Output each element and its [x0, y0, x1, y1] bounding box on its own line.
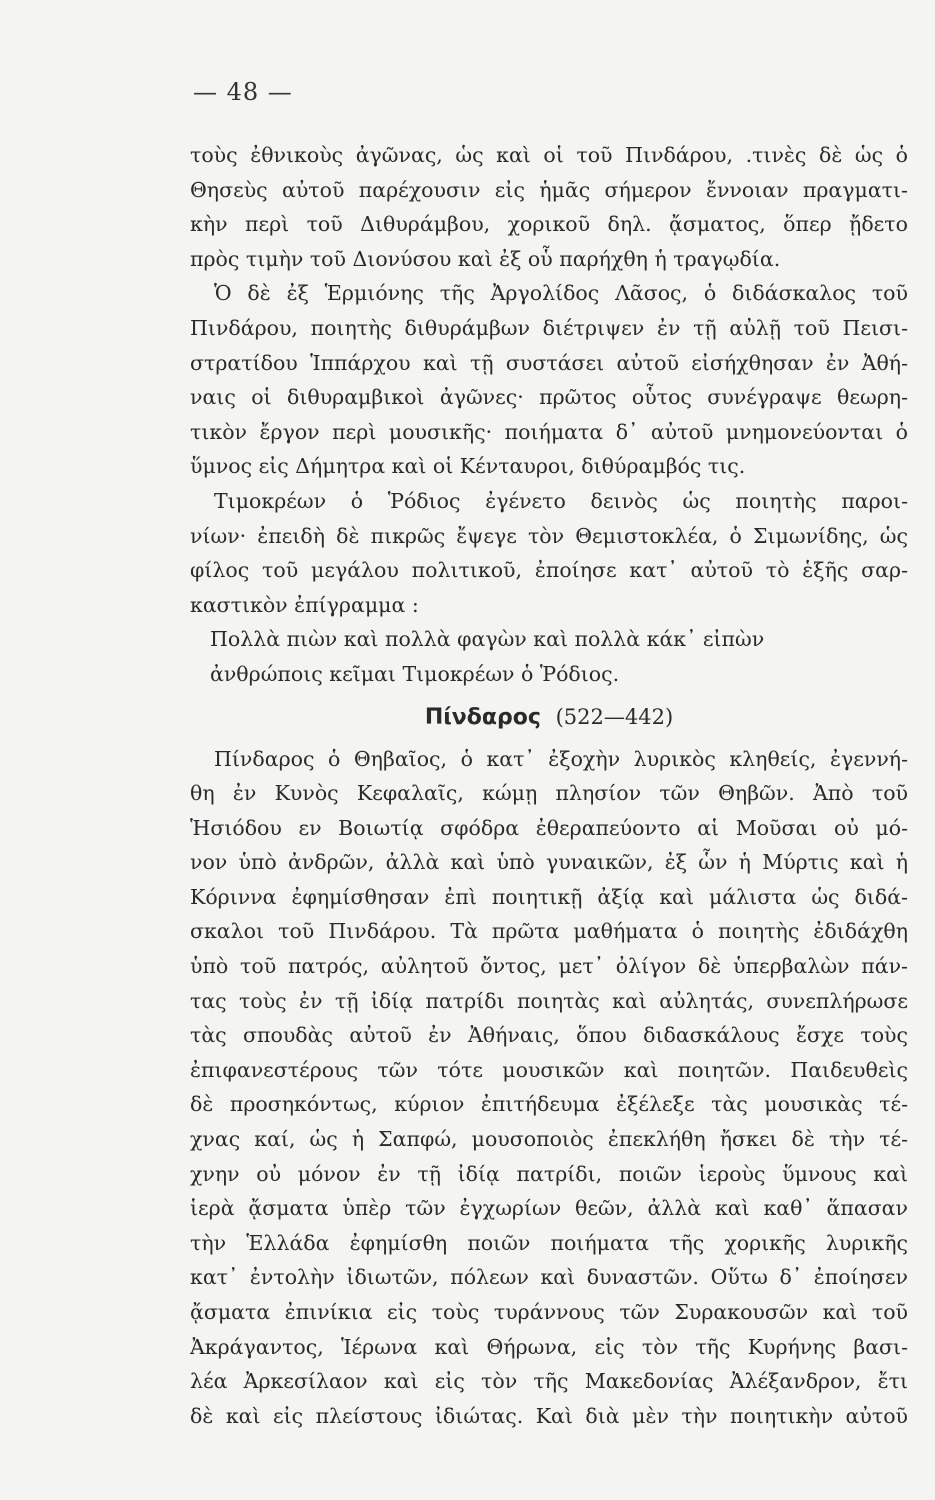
text-line: καστικὸν ἐπίγραμμα : — [190, 592, 419, 617]
text-line: θη ἐν Κυνὸς Κεφαλαῖς, κώμῃ πλησίον τῶν Θηβῶν. Ἀπὸ τοῦ — [190, 781, 908, 806]
page-number: — 48 — — [193, 78, 293, 106]
text-line: νίων· ἐπειδὴ δὲ πικρῶς ἔψεγε τὸν Θεμιστοκλέα, ὁ Σιμωνίδης, ὡς — [190, 523, 908, 548]
text-line: ᾄσματα ἐπινίκια εἰς τοὺς τυράννους τῶν Συρακουσῶν καὶ τοῦ — [190, 1300, 908, 1324]
text-line: χνην οὐ μόνον ἐν τῇ ἰδίᾳ πατρίδι, ποιῶν ἱεροὺς ὕμνους καὶ — [190, 1161, 908, 1186]
text-line: κὴν περὶ τοῦ Διθυράμβου, χορικοῦ δηλ. ᾄσματος, ὅπερ ᾔδετο — [190, 212, 908, 237]
epigram-line: Πολλὰ πιὼν καὶ πολλὰ φαγὼν καὶ πολλὰ κάκ᾽ εἰπὼν — [210, 627, 765, 652]
heading-name: Πίνδαρος — [424, 704, 541, 730]
paragraph-timocreon — [190, 484, 908, 622]
text-line: Θησεὺς αὐτοῦ παρέχουσιν εἰς ἡμᾶς σήμερον ἔννοιαν πραγματι- — [190, 177, 908, 202]
section-heading — [190, 692, 908, 742]
text-line: στρατίδου Ἱππάρχου καὶ τῇ συστάσει αὐτοῦ εἰσήχθησαν ἐν Ἀθή- — [190, 350, 908, 375]
text-line: ὕμνος εἰς Δήμητρα καὶ οἱ Κένταυροι, διθύραμβός τις. — [190, 454, 746, 479]
text-line: Ὁ δὲ ἐξ Ἑρμιόνης τῆς Ἀργολίδος Λᾶσος, ὁ διδάσκαλος τοῦ — [214, 281, 908, 306]
text-line: δὲ προσηκόντως, κύριον ἐπιτήδευμα ἐξέλεξε τὰς μουσικὰς τέ- — [190, 1092, 908, 1117]
text-line: δὲ καὶ εἰς πλείστους ἰδιώτας. Καὶ διὰ μὲν τὴν ποιητικὴν αὐτοῦ — [190, 1403, 908, 1428]
text-line: ἱερὰ ᾄσματα ὑπὲρ τῶν ἐγχωρίων θεῶν, ἀλλὰ καὶ καθ᾽ ἅπασαν — [190, 1196, 908, 1221]
text-line: Ἡσιόδου εν Βοιωτίᾳ σφόδρα ἐθεραπεύοντο αἱ Μοῦσαι οὐ μό- — [190, 815, 908, 840]
text-line: νον ὑπὸ ἀνδρῶν, ἀλλὰ καὶ ὑπὸ γυναικῶν, ἐξ ὧν ἡ Μύρτις καὶ ἡ — [190, 850, 908, 875]
heading-dates: (522—442) — [555, 704, 674, 729]
text-line: τας τοὺς ἐν τῇ ἰδίᾳ πατρίδι ποιητὰς καὶ αὐλητάς, συνεπλήρωσε — [190, 988, 908, 1013]
text-line: ὑπὸ τοῦ πατρός, αὐλητοῦ ὄντος, μετ᾽ ὀλίγον δὲ ὑπερβαλὼν πάν- — [190, 954, 908, 979]
epigram — [190, 622, 908, 691]
text-line: λέα Ἀρκεσίλαον καὶ εἰς τὸν τῆς Μακεδονίας Ἀλέξανδρον, ἔτι — [190, 1369, 908, 1394]
text-line: πρὸς τιμὴν τοῦ Διονύσου καὶ ἐξ οὗ παρήχθη ἡ τραγῳδία. — [190, 246, 781, 271]
epigram-line: ἀνθρώποις κεῖμαι Τιμοκρέων ὁ Ῥόδιος. — [210, 661, 620, 686]
text-line: Πίνδαρος ὁ Θηβαῖος, ὁ κατ᾽ ἐξοχὴν λυρικὸς κληθείς, ἐγεννή- — [214, 746, 908, 771]
text-line: κατ᾽ ἐντολὴν ἰδιωτῶν, πόλεων καὶ δυναστῶν. Οὕτω δ᾽ ἐποίησεν — [190, 1265, 908, 1290]
paragraph-lasos — [190, 276, 908, 484]
paragraph-dithyramb — [190, 138, 908, 276]
text-line: ἐπιφανεστέρους τῶν τότε μουσικῶν καὶ ποιητῶν. Παιδευθεὶς — [190, 1057, 908, 1082]
body-text — [190, 138, 908, 1433]
text-line: σκαλοι τοῦ Πινδάρου. Τὰ πρῶτα μαθήματα ὁ ποιητὴς ἐδιδάχθη — [190, 919, 908, 944]
paragraph-pindar — [190, 742, 908, 1434]
text-line: ναις οἱ διθυραμβικοὶ ἀγῶνες· πρῶτος οὗτος συνέγραψε θεωρη- — [190, 385, 908, 410]
text-line: Κόριννα ἐφημίσθησαν ἐπὶ ποιητικῇ ἀξίᾳ καὶ μάλιστα ὡς διδά- — [190, 884, 908, 909]
text-line: τικὸν ἔργον περὶ μουσικῆς· ποιήματα δ᾽ αὐτοῦ μνημονεύονται ὁ — [190, 419, 908, 444]
text-line: τὴν Ἑλλάδα ἐφημίσθη ποιῶν ποιήματα τῆς χορικῆς λυρικῆς — [190, 1230, 908, 1255]
text-line: τὰς σπουδὰς αὐτοῦ ἐν Ἀθήναις, ὅπου διδασκάλους ἔσχε τοὺς — [190, 1023, 908, 1048]
text-line: Τιμοκρέων ὁ Ῥόδιος ἐγένετο δεινὸς ὡς ποιητὴς παροι- — [214, 488, 908, 513]
text-line: Ἀκράγαντος, Ἱέρωνα καὶ Θήρωνα, εἰς τὸν τῆς Κυρήνης βασι- — [190, 1334, 908, 1359]
text-line: φίλος τοῦ μεγάλου πολιτικοῦ, ἐποίησε κατ᾽ αὐτοῦ τὸ ἑξῆς σαρ- — [190, 558, 908, 583]
text-line: Πινδάρου, ποιητὴς διθυράμβων διέτριψεν ἐν τῇ αὐλῇ τοῦ Πεισι- — [190, 315, 908, 340]
text-line: τοὺς ἐθνικοὺς ἀγῶνας, ὡς καὶ οἱ τοῦ Πινδάρου, .τινὲς δὲ ὡς ὁ — [190, 143, 908, 167]
text-line: χνας καί, ὡς ἡ Σαπφώ, μουσοποιὸς ἐπεκλήθη ἤσκει δὲ τὴν τέ- — [190, 1127, 908, 1152]
